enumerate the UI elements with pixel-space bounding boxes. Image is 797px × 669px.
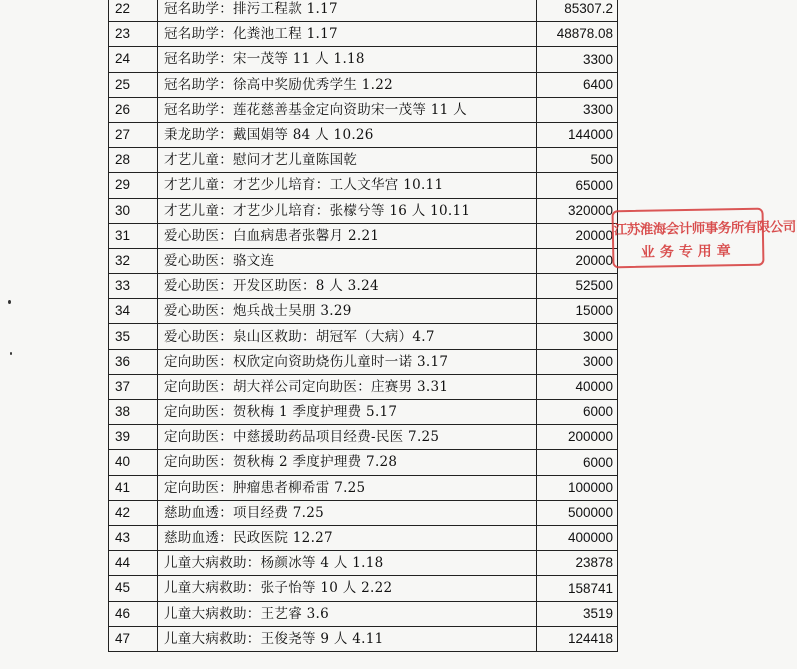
- row-amount: 100000: [537, 475, 618, 500]
- row-number: 46: [109, 601, 158, 626]
- table-row: [109, 0, 618, 22]
- table-row: [109, 551, 618, 576]
- row-amount: 6000: [537, 400, 618, 425]
- row-description: 秉龙助学：戴国娟等 84 人 10.26: [158, 122, 537, 147]
- row-amount: 6400: [537, 72, 618, 97]
- table-row: [109, 425, 618, 450]
- scan-speck: [8, 300, 11, 304]
- row-description: 定向助医：贺秋梅 2 季度护理费 7.28: [158, 450, 537, 475]
- row-description: 爱心助医：泉山区救助：胡冠军（大病）4.7: [158, 324, 537, 349]
- table-row: [109, 450, 618, 475]
- row-number: 25: [109, 72, 158, 97]
- row-description: 儿童大病救助：张子怡等 10 人 2.22: [158, 576, 537, 601]
- table-row: [109, 374, 618, 399]
- row-number: 27: [109, 122, 158, 147]
- row-number: 24: [109, 47, 158, 72]
- row-amount: 20000: [537, 223, 618, 248]
- row-amount: 23878: [537, 551, 618, 576]
- row-description: 才艺儿童：才艺少儿培育：张檬兮等 16 人 10.11: [158, 198, 537, 223]
- table-row: [109, 148, 618, 173]
- table-row: [109, 198, 618, 223]
- row-description: 爱心助医：白血病患者张馨月 2.21: [158, 223, 537, 248]
- row-description: 慈助血透：项目经费 7.25: [158, 500, 537, 525]
- table-row: [109, 525, 618, 550]
- table-row: [109, 626, 618, 651]
- row-number: 30: [109, 198, 158, 223]
- table-row: [109, 173, 618, 198]
- row-number: 34: [109, 299, 158, 324]
- row-number: 43: [109, 525, 158, 550]
- table-row: [109, 72, 618, 97]
- table-row: [109, 299, 618, 324]
- table-row: [109, 47, 618, 72]
- table-row: [109, 122, 618, 147]
- row-amount: 20000: [537, 248, 618, 273]
- row-description: 儿童大病救助：王俊尧等 9 人 4.11: [158, 626, 537, 651]
- row-amount: 500: [537, 148, 618, 173]
- row-description: 爱心助医：骆文连: [158, 248, 537, 273]
- row-description: 定向助医：权欣定向资助烧伤儿童时一诺 3.17: [158, 349, 537, 374]
- row-amount: 3519: [537, 601, 618, 626]
- row-amount: 65000: [537, 173, 618, 198]
- row-description: 定向助医：贺秋梅 1 季度护理费 5.17: [158, 400, 537, 425]
- row-amount: 52500: [537, 274, 618, 299]
- row-number: 42: [109, 500, 158, 525]
- row-description: 冠名助学：徐高中奖励优秀学生 1.22: [158, 72, 537, 97]
- stamp-company-name: 江苏淮海会计师事务所有限公司: [613, 219, 796, 239]
- table-row: [109, 97, 618, 122]
- row-description: 定向助医：肿瘤患者柳希雷 7.25: [158, 475, 537, 500]
- table-row: [109, 274, 618, 299]
- row-description: 爱心助医：炮兵战士吴朋 3.29: [158, 299, 537, 324]
- row-description: 儿童大病救助：杨颜冰等 4 人 1.18: [158, 551, 537, 576]
- row-number: 40: [109, 450, 158, 475]
- row-description: 慈助血透：民政医院 12.27: [158, 525, 537, 550]
- row-amount: 85307.2: [537, 0, 618, 22]
- expense-table-body: [109, 0, 618, 651]
- row-number: 22: [109, 0, 158, 22]
- row-amount: 15000: [537, 299, 618, 324]
- table-row: [109, 475, 618, 500]
- row-number: 38: [109, 400, 158, 425]
- row-number: 31: [109, 223, 158, 248]
- row-number: 37: [109, 374, 158, 399]
- row-amount: 320000: [537, 198, 618, 223]
- row-number: 29: [109, 173, 158, 198]
- row-number: 32: [109, 248, 158, 273]
- row-description: 冠名助学：宋一茂等 11 人 1.18: [158, 47, 537, 72]
- table-row: [109, 223, 618, 248]
- row-description: 冠名助学：莲花慈善基金定向资助宋一茂等 11 人: [158, 97, 537, 122]
- table-row: [109, 22, 618, 47]
- row-number: 33: [109, 274, 158, 299]
- row-number: 44: [109, 551, 158, 576]
- row-number: 23: [109, 22, 158, 47]
- row-description: 冠名助学：化粪池工程 1.17: [158, 22, 537, 47]
- row-number: 36: [109, 349, 158, 374]
- row-number: 39: [109, 425, 158, 450]
- row-amount: 40000: [537, 374, 618, 399]
- table-row: [109, 400, 618, 425]
- row-number: 35: [109, 324, 158, 349]
- expense-table: [108, 0, 618, 652]
- row-amount: 158741: [537, 576, 618, 601]
- stamp-purpose: 业务专用章: [640, 243, 736, 261]
- row-description: 才艺儿童：才艺少儿培育：工人文华宫 10.11: [158, 173, 537, 198]
- row-number: 47: [109, 626, 158, 651]
- row-amount: 500000: [537, 500, 618, 525]
- row-amount: 3000: [537, 349, 618, 374]
- row-number: 41: [109, 475, 158, 500]
- row-description: 才艺儿童：慰问才艺儿童陈国乾: [158, 148, 537, 173]
- row-amount: 124418: [537, 626, 618, 651]
- row-amount: 6000: [537, 450, 618, 475]
- row-amount: 200000: [537, 425, 618, 450]
- table-row: [109, 500, 618, 525]
- company-seal-stamp: [612, 208, 796, 269]
- table-row: [109, 576, 618, 601]
- row-description: 冠名助学：排污工程款 1.17: [158, 0, 537, 22]
- row-number: 28: [109, 148, 158, 173]
- table-row: [109, 324, 618, 349]
- table-row: [109, 248, 618, 273]
- row-amount: 3000: [537, 324, 618, 349]
- row-description: 爱心助医：开发区助医：8 人 3.24: [158, 274, 537, 299]
- table-row: [109, 601, 618, 626]
- row-description: 定向助医：中慈援助药品项目经费-民医 7.25: [158, 425, 537, 450]
- row-amount: 400000: [537, 525, 618, 550]
- row-description: 儿童大病救助：王艺睿 3.6: [158, 601, 537, 626]
- scan-speck: [10, 352, 12, 355]
- row-number: 26: [109, 97, 158, 122]
- row-amount: 144000: [537, 122, 618, 147]
- table-row: [109, 349, 618, 374]
- row-amount: 3300: [537, 97, 618, 122]
- row-number: 45: [109, 576, 158, 601]
- row-amount: 48878.08: [537, 22, 618, 47]
- row-amount: 3300: [537, 47, 618, 72]
- row-description: 定向助医：胡大祥公司定向助医：庄赛男 3.31: [158, 374, 537, 399]
